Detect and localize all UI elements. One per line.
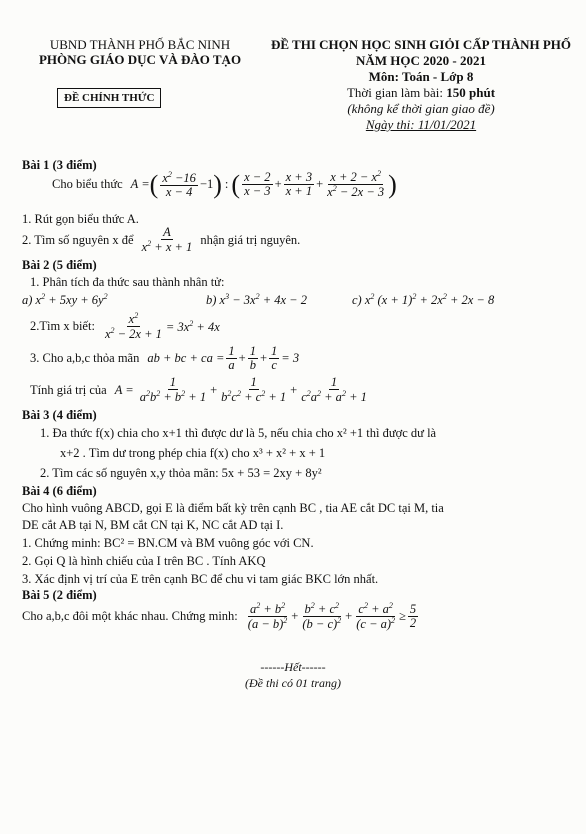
subject: Môn: Toán - Lớp 8 (368, 69, 474, 84)
bai3-q2: 2. Tìm các số nguyên x,y thỏa mãn: 5x + 53 = 2xy + 8y² (40, 466, 322, 480)
bai5-statement: Cho a,b,c đôi một khác nhau. Chứng minh: $\frac{a^2 + b^2}{(a - b)^2}$ + $\frac{b^2 + c^2}{(b - c)^2}$ + $\frac{c^2 + a^2}{(c - a)^2}$ ≥ $\frac{5}{2}$ (22, 601, 417, 632)
school-year: NĂM HỌC 2020 - 2021 (356, 53, 486, 68)
exam-title: ĐỀ THI CHỌN HỌC SINH GIỎI CẤP THÀNH PHỐ (270, 37, 571, 52)
bai1-title: Bài 1 (3 điểm) (22, 158, 97, 172)
bai4-q2: 2. Gọi Q là hình chiếu của I trên BC . Tính AKQ (22, 554, 266, 568)
issuer-line1: UBND THÀNH PHỐ BẮC NINH (49, 37, 231, 52)
bai2-q3: 3. Cho a,b,c thỏa mãn ab + bc + ca = $\frac{1}{a}$ + $\frac{1}{b}$ + $\frac{1}{c}$ = 3 (30, 344, 300, 373)
bai1-expression: Cho biểu thức A = ( $\frac{x^2 -16}{x - 4}$ −1 ) : ( $\frac{x - 2}{x - 3}$ + $\frac{x + 3}{x + 1}$ + $\frac{x + 2 - x^2}{x^2 - 2x - 3}$ ) (52, 169, 397, 200)
bai5-title: Bài 5 (2 điểm) (22, 588, 97, 602)
page-count-note: (Đề thi có 01 trang) (245, 676, 341, 690)
bai3-q1a: 1. Đa thức f(x) chia cho x+1 thì được dư là 5, nếu chia cho x² +1 thì được dư là (40, 426, 437, 440)
bai2-q3-compute: Tính giá trị của A = $\frac{1}{a^2b^2 + b^2 + 1}$ + $\frac{1}{b^2c^2 + c^2 + 1}$ + $\frac{1}{c^2a^2 + a^2 + 1}$ (30, 375, 367, 405)
official-stamp: ĐỀ CHÍNH THỨC (57, 90, 161, 105)
duration: Thời gian làm bài: 150 phút (346, 85, 496, 100)
duration-note: (không kể thời gian giao đề) (347, 101, 495, 116)
bai4-title: Bài 4 (6 điểm) (22, 484, 97, 498)
bai2-q2: 2.Tìm x biết: $\frac{x^2}{x^2 - 2x + 1}$ = $3x^2 + 4x$ (30, 311, 220, 342)
bai4-line2: DE cắt AB tại N, BM cắt CN tại K, NC cắt AD tại I. (22, 518, 284, 532)
bai2-q1b: b) $x^3 - 3x^2 + 4x - 2$ (206, 292, 307, 308)
bai3-title: Bài 3 (4 điểm) (22, 408, 97, 422)
bai4-line1: Cho hình vuông ABCD, gọi E là điểm bất kỳ trên cạnh BC , tia AE cắt DC tại M, tia (22, 501, 444, 515)
bai2-q1a: a) $x^2 + 5xy + 6y^2$ (22, 292, 108, 308)
bai2-q1: 1. Phân tích đa thức sau thành nhân tử: (30, 275, 225, 289)
end-marker: ------Hết------ (260, 660, 326, 674)
issuer-line2: PHÒNG GIÁO DỤC VÀ ĐÀO TẠO (38, 52, 242, 67)
bai3-q1b: x+2 . Tìm dư trong phép chia f(x) cho x³ + x² + x + 1 (60, 446, 326, 460)
bai4-q1: 1. Chứng minh: BC² = BN.CM và BM vuông góc với CN. (22, 536, 314, 550)
bai4-q3: 3. Xác định vị trí của E trên cạnh BC để chu vi tam giác BKC lớn nhất. (22, 572, 379, 586)
exam-date: Ngày thi: 11/01/2021 (365, 117, 477, 132)
bai1-intro: Cho biểu thức (52, 177, 123, 192)
bai2-q1c: c) $x^2$ $(x + 1)^2 + 2x^2 + 2x - 8$ (352, 292, 495, 308)
bai1-q1: 1. Rút gọn biểu thức A. (22, 212, 139, 226)
bai1-q2: 2. Tìm số nguyên x để $\frac{A}{x^2 + x + 1}$ nhận giá trị nguyên. (22, 225, 301, 255)
bai2-title: Bài 2 (5 điểm) (22, 258, 97, 272)
